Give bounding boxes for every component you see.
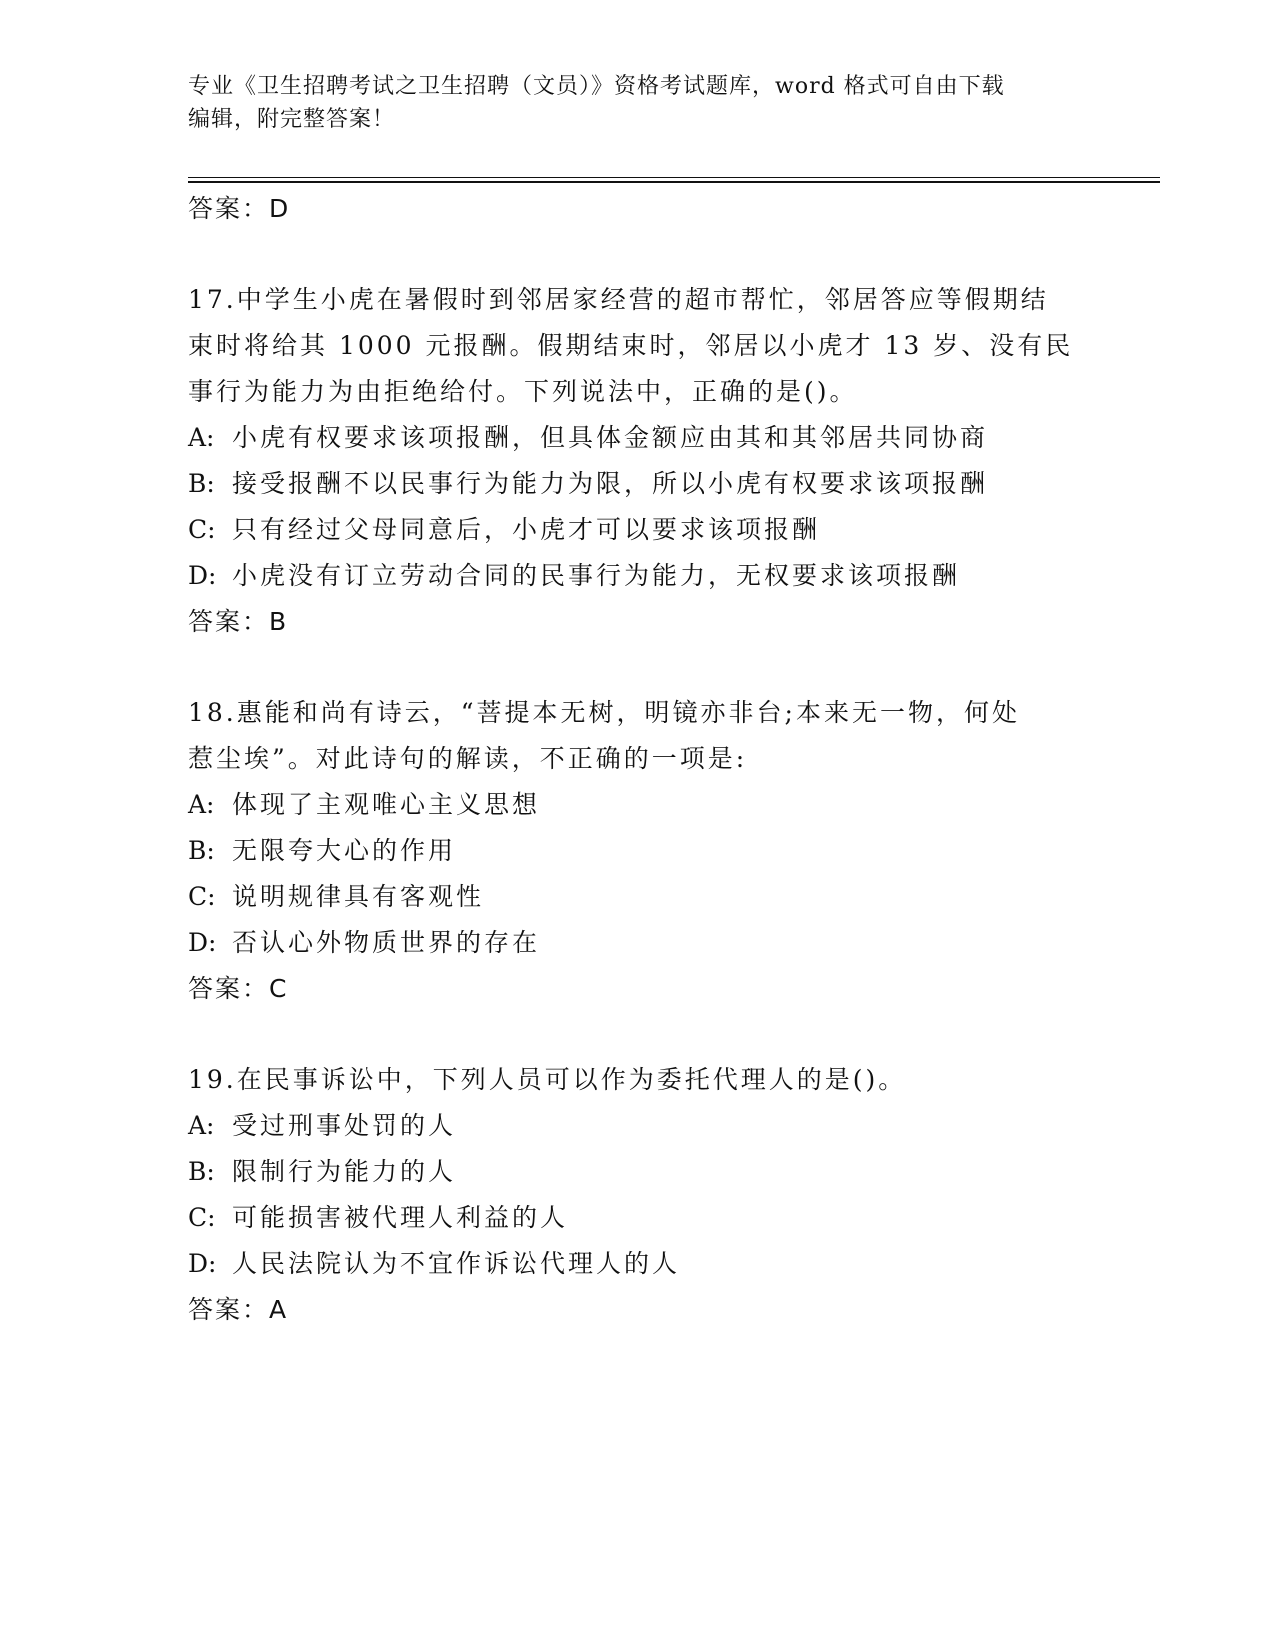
option-letter: A: bbox=[188, 423, 215, 452]
answer-19: 答案：A bbox=[188, 1295, 289, 1324]
header-divider-thin bbox=[188, 177, 1160, 178]
option-text: 说明规律具有客观性 bbox=[232, 882, 485, 911]
option-a bbox=[188, 415, 1088, 461]
answer-17: 答案：B bbox=[188, 607, 289, 636]
option-b bbox=[188, 828, 1088, 874]
question-list bbox=[188, 186, 1088, 1333]
question-19 bbox=[188, 1057, 1088, 1333]
document-header bbox=[188, 70, 1068, 136]
question-17 bbox=[188, 277, 1088, 645]
option-letter: D: bbox=[188, 1249, 217, 1278]
question-text-line: 19.在民事诉讼中，下列人员可以作为委托代理人的是()。 bbox=[188, 1065, 907, 1094]
option-d bbox=[188, 553, 1088, 599]
option-letter: C: bbox=[188, 515, 216, 544]
option-text: 受过刑事处罚的人 bbox=[232, 1111, 457, 1140]
option-b bbox=[188, 1149, 1088, 1195]
option-letter: A: bbox=[188, 1111, 215, 1140]
option-text: 接受报酬不以民事行为能力为限，所以小虎有权要求该项报酬 bbox=[232, 469, 989, 498]
option-b bbox=[188, 461, 1088, 507]
option-letter: C: bbox=[188, 882, 216, 911]
option-d bbox=[188, 920, 1088, 966]
answer-18: 答案：C bbox=[188, 974, 289, 1003]
option-c bbox=[188, 874, 1088, 920]
header-line-1: 专业《卫生招聘考试之卫生招聘（文员）》资格考试题库，word 格式可自由下载 bbox=[188, 74, 1005, 99]
spacer bbox=[188, 1012, 1088, 1057]
option-letter: B: bbox=[188, 1157, 215, 1186]
option-letter: B: bbox=[188, 469, 215, 498]
option-letter: D: bbox=[188, 928, 217, 957]
option-letter: A: bbox=[188, 790, 215, 819]
question-text-line: 17.中学生小虎在暑假时到邻居家经营的超市帮忙，邻居答应等假期结 bbox=[188, 285, 1049, 314]
previous-answer: 答案：D bbox=[188, 194, 291, 223]
question-text-line: 事行为能力为由拒绝给付。下列说法中，正确的是()。 bbox=[188, 377, 858, 406]
option-text: 否认心外物质世界的存在 bbox=[232, 928, 541, 957]
spacer bbox=[188, 645, 1088, 690]
option-d bbox=[188, 1241, 1088, 1287]
option-letter: B: bbox=[188, 836, 215, 865]
option-c bbox=[188, 507, 1088, 553]
option-text: 无限夸大心的作用 bbox=[232, 836, 457, 865]
option-text: 小虎没有订立劳动合同的民事行为能力，无权要求该项报酬 bbox=[232, 561, 961, 590]
option-text: 限制行为能力的人 bbox=[232, 1157, 457, 1186]
option-a bbox=[188, 782, 1088, 828]
option-text: 可能损害被代理人利益的人 bbox=[232, 1203, 569, 1232]
question-text-line: 惹尘埃”。对此诗句的解读，不正确的一项是: bbox=[188, 744, 748, 773]
option-c bbox=[188, 1195, 1088, 1241]
header-line-2: 编辑，附完整答案！ bbox=[188, 107, 396, 132]
question-text-line: 18.惠能和尚有诗云，“菩提本无树，明镜亦非台;本来无一物，何处 bbox=[188, 698, 1020, 727]
spacer bbox=[188, 232, 1088, 277]
option-text: 人民法院认为不宜作诉讼代理人的人 bbox=[232, 1249, 681, 1278]
option-text: 体现了主观唯心主义思想 bbox=[232, 790, 541, 819]
header-divider-thick bbox=[188, 181, 1160, 183]
option-letter: D: bbox=[188, 561, 217, 590]
question-18 bbox=[188, 690, 1088, 1012]
option-a bbox=[188, 1103, 1088, 1149]
option-text: 小虎有权要求该项报酬，但具体金额应由其和其邻居共同协商 bbox=[232, 423, 989, 452]
option-text: 只有经过父母同意后，小虎才可以要求该项报酬 bbox=[232, 515, 821, 544]
question-text-line: 束时将给其 1000 元报酬。假期结束时，邻居以小虎才 13 岁、没有民 bbox=[188, 331, 1074, 360]
option-letter: C: bbox=[188, 1203, 216, 1232]
